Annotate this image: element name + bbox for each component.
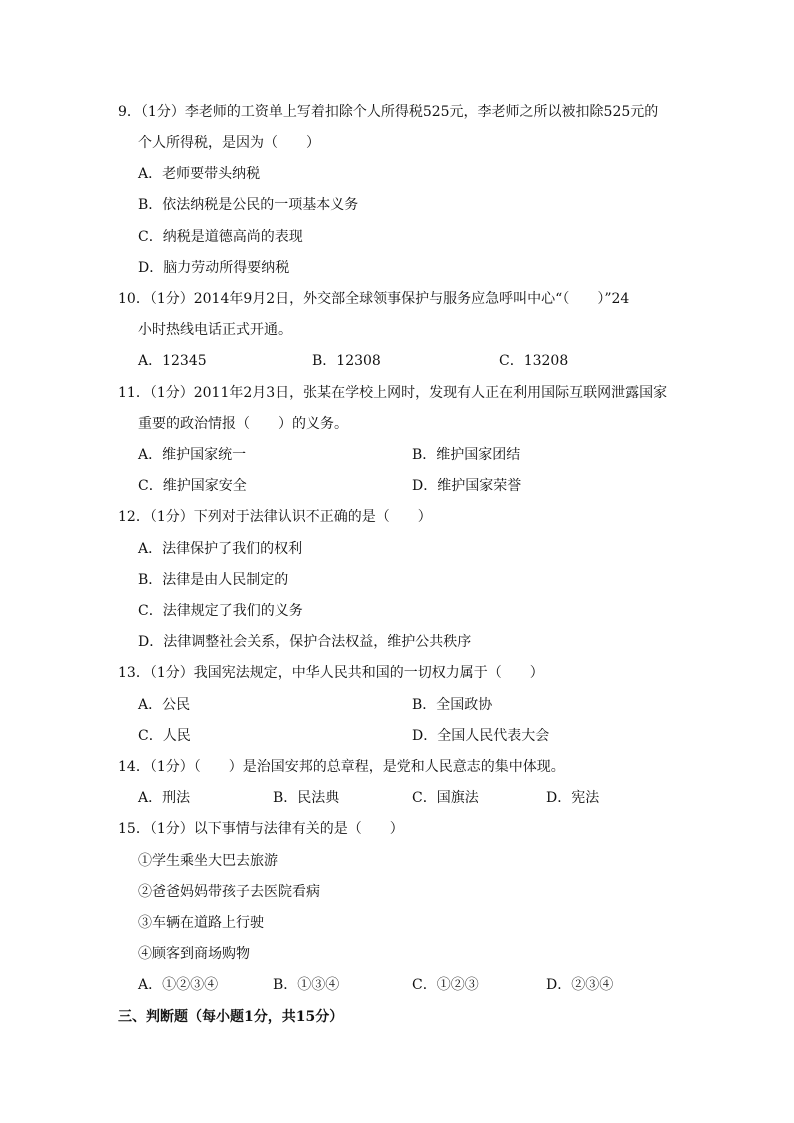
question-9-option-a: A．老师要带头纳税 — [138, 166, 261, 182]
section-heading: 三、判断题（每小题1分，共15分） — [118, 1009, 344, 1025]
question-12-option-b: B．法律是由人民制定的 — [138, 572, 289, 588]
question-9-option-b: B．依法纳税是公民的一项基本义务 — [138, 197, 359, 213]
question-14-option-a: A．刑法 — [138, 790, 191, 806]
question-13-option-b: B．全国政协 — [412, 697, 493, 713]
question-13-option-c: C．人民 — [138, 728, 191, 744]
question-11-option-b: B．维护国家团结 — [412, 447, 521, 463]
question-12-text: 12．（1分）下列对于法律认识不正确的是（ ） — [118, 509, 432, 525]
question-15-option-b: B．①③④ — [273, 977, 340, 993]
question-13-option-a: A．公民 — [138, 697, 191, 713]
question-12-option-d: D．法律调整社会关系，保护合法权益，维护公共秩序 — [138, 634, 472, 650]
question-11-text-cont: 重要的政治情报（ ）的义务。 — [138, 416, 348, 432]
question-15-option-a: A．①②③④ — [138, 977, 219, 993]
question-10-option-a: A．12345 — [138, 353, 207, 369]
question-10-option-c: C．13208 — [499, 353, 569, 369]
question-11-option-c: C．维护国家安全 — [138, 478, 247, 494]
question-15-option-d: D．②③④ — [546, 977, 614, 993]
question-15-item-3: ③车辆在道路上行驶 — [138, 915, 264, 931]
question-13-option-d: D．全国人民代表大会 — [412, 728, 550, 744]
question-9-text: 9．（1分）李老师的工资单上写着扣除个人所得税525元，李老师之所以被扣除525元的 — [118, 104, 659, 120]
question-10-option-b: B．12308 — [312, 353, 381, 369]
question-15-option-c: C．①②③ — [412, 977, 479, 993]
question-14-option-d: D．宪法 — [546, 790, 600, 806]
question-15-item-4: ④顾客到商场购物 — [138, 946, 250, 962]
question-10-text: 10．（1分）2014年9月2日，外交部全球领事保护与服务应急呼叫中心“（ ）”24 — [118, 291, 630, 307]
question-12-option-a: A．法律保护了我们的权利 — [138, 541, 303, 557]
question-13-text: 13．（1分）我国宪法规定，中华人民共和国的一切权力属于（ ） — [118, 665, 544, 681]
question-11-option-d: D．维护国家荣誉 — [412, 478, 522, 494]
question-15-item-1: ①学生乘坐大巴去旅游 — [138, 853, 278, 869]
question-9-text-cont: 个人所得税，是因为（ ） — [138, 135, 320, 151]
question-11-text: 11．（1分）2011年2月3日，张某在学校上网时，发现有人正在利用国际互联网泄露国家 — [118, 385, 668, 401]
question-14-option-b: B．民法典 — [273, 790, 340, 806]
question-9-option-d: D．脑力劳动所得要纳税 — [138, 260, 290, 276]
question-14-text: 14．（1分）（ ）是治国安邦的总章程，是党和人民意志的集中体现。 — [118, 759, 565, 775]
question-12-option-c: C．法律规定了我们的义务 — [138, 603, 303, 619]
question-10-text-cont: 小时热线电话正式开通。 — [138, 322, 292, 338]
question-14-option-c: C．国旗法 — [412, 790, 479, 806]
question-11-option-a: A．维护国家统一 — [138, 447, 247, 463]
question-15-text: 15．（1分）以下事情与法律有关的是（ ） — [118, 821, 404, 837]
question-15-item-2: ②爸爸妈妈带孩子去医院看病 — [138, 884, 320, 900]
question-9-option-c: C．纳税是道德高尚的表现 — [138, 229, 303, 245]
